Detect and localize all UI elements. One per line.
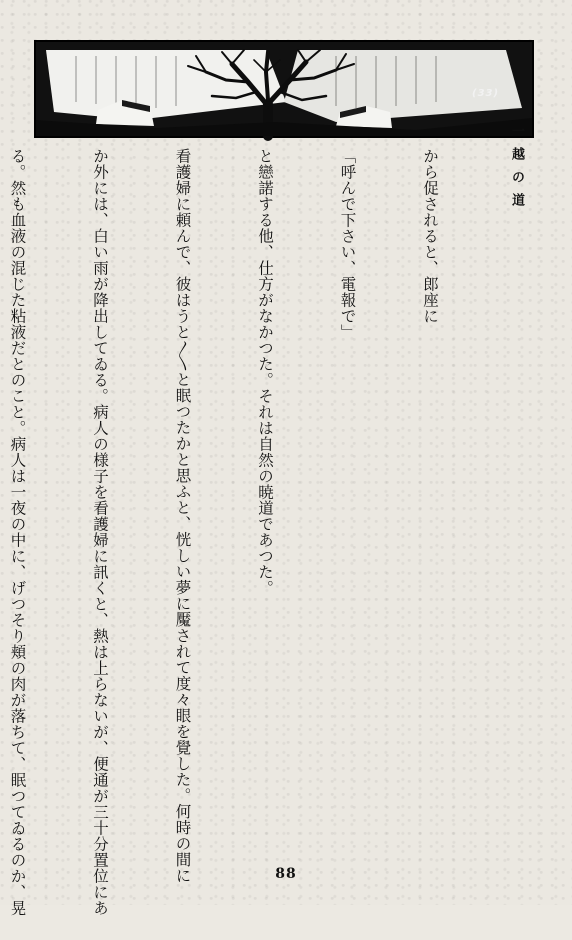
- text-line: 「呼んで下さい、電報で」: [338, 148, 357, 340]
- page-number: 88: [275, 866, 297, 882]
- tree-landscape-illustration: [36, 42, 532, 136]
- header-illustration: [34, 40, 534, 138]
- text-line: 看護婦に頼んで、彼はうと〳〵と眠つたかと思ふと、恍しい夢に魘されて度々眼を覺した。何時の間に: [173, 148, 192, 884]
- chapter-number: (33): [472, 88, 500, 99]
- text-line: と戀諾する他、仕方がなかつた。それは自然の暁道であつた。: [256, 148, 274, 596]
- text-line: から促されると、郎座に: [421, 148, 439, 324]
- text-line: る。然も血液の混じた粘液だとのこと。病人は一夜の中に、げつそり頬の肉が落ちて、眠つてゐるのか、晃: [8, 148, 27, 916]
- chapter-title: 一越の道: [509, 124, 524, 216]
- text-line: か外には、白い雨が降出してゐる。病人の様子を看護婦に訊くと、熱は上らないが、便通が三十分置位にあ: [91, 148, 109, 916]
